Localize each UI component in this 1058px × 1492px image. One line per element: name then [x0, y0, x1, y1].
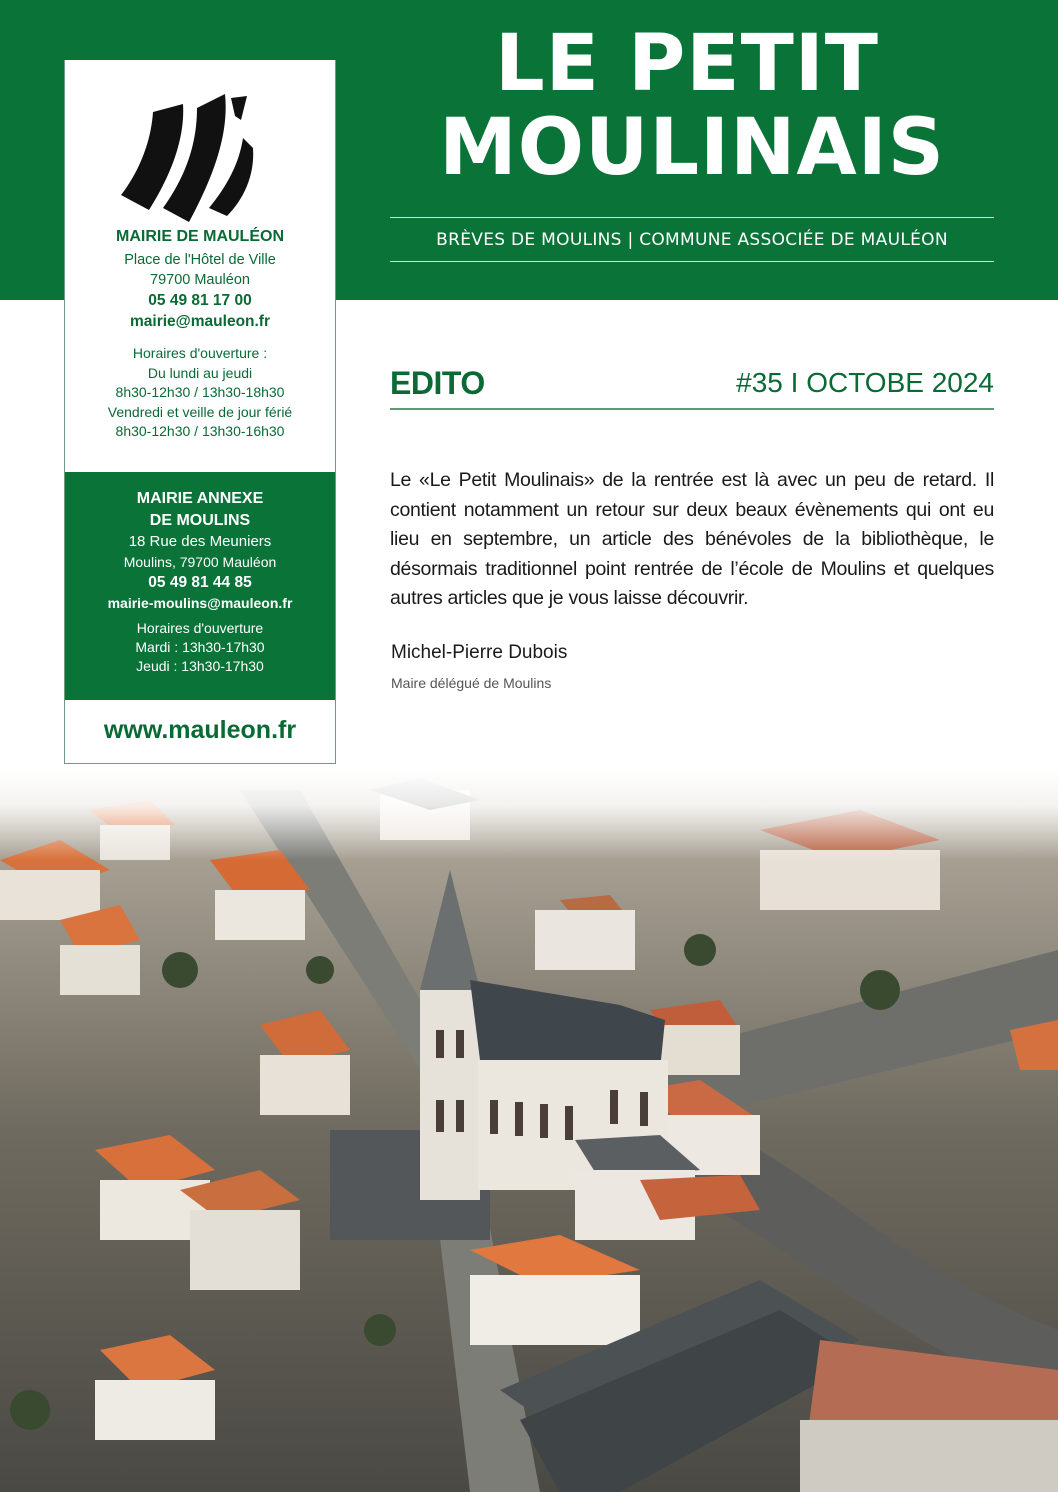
mairie-phone[interactable]: 05 49 81 17 00	[148, 292, 252, 309]
annexe-title-1: MAIRIE ANNEXE	[136, 490, 264, 507]
contact-sidebar	[64, 60, 336, 764]
annexe-title-2: DE MOULINS	[149, 512, 251, 529]
edito-body: Le «Le Petit Moulinais» de la rentrée est là avec un peu de retard. Il contient notamment un retour sur deux beaux évènements qui ont eu lieu en septembre, un article des bénévoles de la bibliothèque, le désormais traditionnel point rentrée de l’école de Moulins et quelques autres articles que je vous laisse découvrir.	[390, 469, 994, 609]
photo-fade-overlay	[0, 770, 1058, 860]
mairie-hours-title: Horaires d'ouverture :	[132, 345, 268, 361]
masthead-subtitle: BRÈVES DE MOULINS | COMMUNE ASSOCIÉE DE MAULÉON	[436, 229, 948, 250]
annexe-hours-2: Jeudi : 13h30-17h30	[136, 658, 264, 674]
edito-signature-role: Maire délégué de Moulins	[391, 675, 552, 691]
edito-title: EDITO	[390, 365, 485, 401]
issue-number: #35 I OCTOBE 2024	[736, 367, 994, 398]
mauleon-logo-icon	[111, 90, 291, 230]
mairie-address-1: Place de l'Hôtel de Ville	[124, 252, 276, 268]
mairie-email[interactable]: mairie@mauleon.fr	[129, 313, 270, 330]
mairie-address-2: 79700 Mauléon	[150, 272, 250, 288]
annexe-hours-1: Mardi : 13h30-17h30	[135, 639, 265, 655]
title-line-1: LE PETIT	[494, 19, 880, 109]
annexe-email[interactable]: mairie-moulins@mauleon.fr	[107, 595, 293, 611]
annexe-contact	[65, 472, 335, 700]
edito-signature: Michel-Pierre Dubois	[391, 642, 568, 663]
mairie-hours-4: 8h30-12h30 / 13h30-16h30	[115, 423, 285, 439]
annexe-phone[interactable]: 05 49 81 44 85	[148, 574, 252, 591]
masthead-subtitle-band	[390, 217, 994, 262]
annexe-hours-title: Horaires d'ouverture	[136, 620, 264, 636]
website-link[interactable]: www.mauleon.fr	[103, 716, 297, 744]
annexe-address-1: 18 Rue des Meuniers	[128, 533, 272, 550]
aerial-village-photo	[0, 770, 1058, 1492]
mairie-title: MAIRIE DE MAULÉON	[116, 228, 284, 245]
masthead-title	[390, 19, 994, 193]
mairie-hours-1: Du lundi au jeudi	[147, 364, 253, 381]
mairie-hours-3: Vendredi et veille de jour férié	[107, 403, 293, 420]
edito-header	[390, 364, 994, 410]
title-line-2: MOULINAIS	[439, 103, 945, 193]
annexe-address-2: Moulins, 79700 Mauléon	[123, 554, 277, 570]
mairie-hours-2: 8h30-12h30 / 13h30-18h30	[115, 384, 285, 400]
mairie-contact	[65, 226, 335, 442]
aerial-village-image	[0, 770, 1058, 1492]
